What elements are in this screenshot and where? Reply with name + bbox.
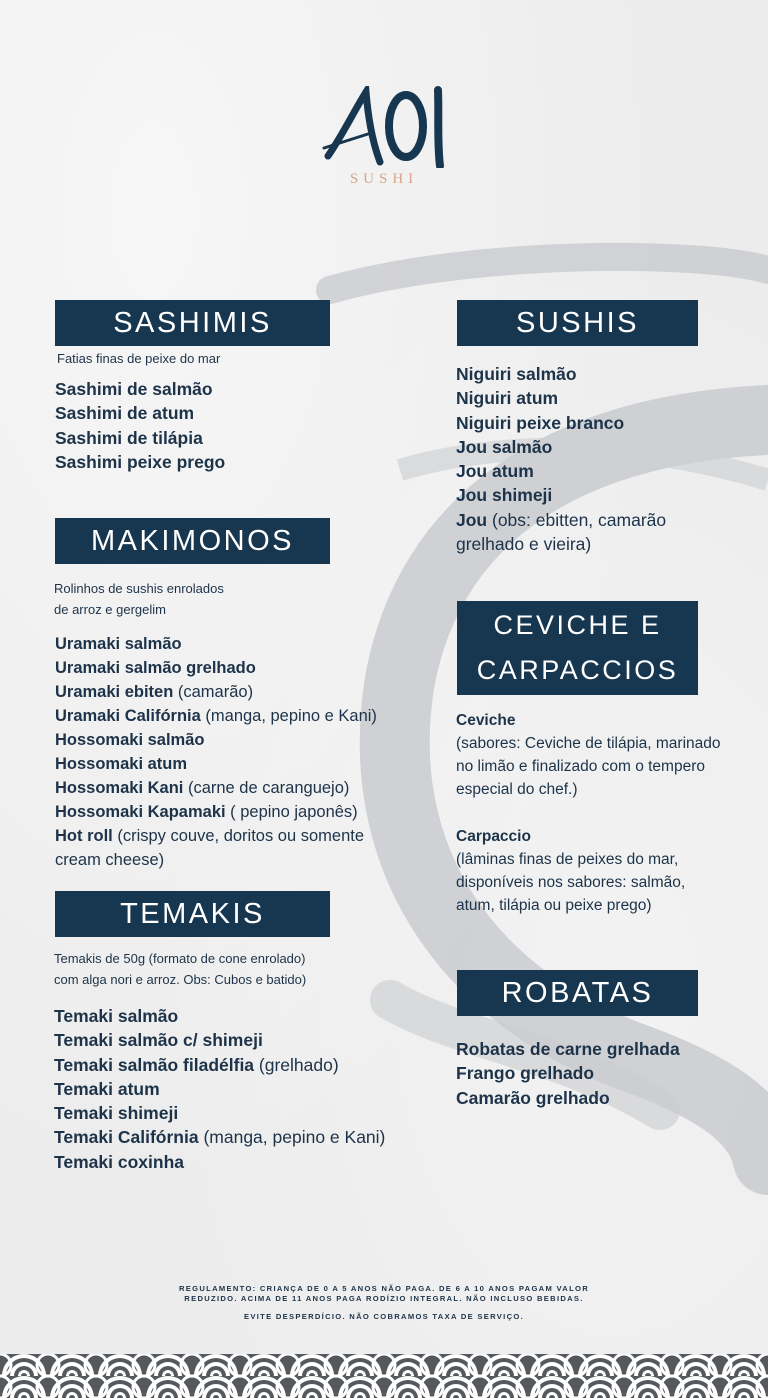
makimonos-title: MAKIMONOS bbox=[91, 524, 294, 557]
menu-item: Niguiri salmão bbox=[456, 364, 577, 384]
ceviche-title-line1: CEVICHE E bbox=[493, 610, 662, 640]
menu-item: Temaki shimeji bbox=[54, 1103, 179, 1124]
menu-item: Temaki coxinha bbox=[54, 1151, 185, 1172]
menu-item: Jou atum bbox=[456, 461, 534, 482]
robatas-header bbox=[457, 970, 698, 1016]
sushis-header bbox=[457, 300, 698, 346]
menu-item: Sashimi de salmão bbox=[55, 379, 213, 399]
makimonos-list bbox=[55, 632, 395, 872]
menu-item: Jou salmão bbox=[456, 436, 553, 457]
menu-item: Uramaki salmão bbox=[55, 635, 182, 653]
menu-item: Temaki salmão bbox=[54, 1006, 179, 1026]
menu-item: Hossomaki Kapamaki ( pepino japonês) bbox=[55, 803, 358, 821]
ceviche-description: (sabores: Ceviche de tilápia, marinado no limão e finalizado com o tempero especial do chef.) bbox=[456, 735, 721, 798]
seigaiha-wave-pattern bbox=[0, 1354, 768, 1398]
menu-item: Temaki atum bbox=[54, 1078, 160, 1099]
menu-item: Temaki Califórnia (manga, pepino e Kani) bbox=[54, 1127, 386, 1148]
sashimis-description: Fatias finas de peixe do mar bbox=[57, 351, 221, 366]
menu-item: Hossomaki atum bbox=[55, 755, 188, 773]
menu-item: Temaki salmão filadélfia (grelhado) bbox=[54, 1054, 339, 1075]
menu-item: Jou shimeji bbox=[456, 485, 553, 506]
menu-item: Sashimi peixe prego bbox=[55, 451, 226, 472]
sashimis-title: SASHIMIS bbox=[113, 306, 272, 339]
carpaccio-block bbox=[456, 825, 726, 917]
menu-item: Hossomaki Kani (carne de caranguejo) bbox=[55, 779, 350, 797]
sushis-list bbox=[456, 362, 741, 556]
menu-item: Uramaki Califórnia (manga, pepino e Kani) bbox=[55, 707, 377, 725]
menu-item: Uramaki salmão grelhado bbox=[55, 659, 256, 677]
temakis-list bbox=[54, 1004, 385, 1174]
menu-item: Uramaki ebiten (camarão) bbox=[55, 683, 254, 701]
menu-item: Robatas de carne grelhada bbox=[456, 1039, 680, 1059]
menu-item: Sashimi de atum bbox=[55, 403, 195, 424]
menu-item: Hot roll (crispy couve, doritos ou somente cream cheese) bbox=[55, 827, 365, 869]
ceviche-title-line2: CARPACCIOS bbox=[476, 655, 679, 685]
carpaccio-description: (lâminas finas de peixes do mar, disponíveis nos sabores: salmão, atum, tilápia ou peixe prego) bbox=[456, 851, 686, 914]
menu-item: Sashimi de tilápia bbox=[55, 427, 203, 448]
menu-item: Niguiri peixe branco bbox=[456, 412, 625, 433]
regulation-text: REGULAMENTO: CRIANÇA DE 0 A 5 ANOS NÃO PAGA. DE 6 A 10 ANOS PAGAM VALOR REDUZIDO. ACIMA DE 11 ANOS PAGA RODÍZIO INTEGRAL. NÃO INCLUSO BEBIDAS. bbox=[179, 1284, 589, 1303]
sashimis-header bbox=[55, 300, 330, 346]
menu-item: Temaki salmão c/ shimeji bbox=[54, 1030, 263, 1051]
menu-item: Niguiri atum bbox=[456, 388, 559, 409]
aoi-logo bbox=[322, 86, 448, 168]
sashimis-list bbox=[55, 377, 225, 474]
service-notice: EVITE DESPERDÍCIO. NÃO COBRAMOS TAXA DE SERVIÇO. bbox=[244, 1312, 524, 1321]
ceviche-name: Ceviche bbox=[456, 712, 516, 729]
menu-item: Hossomaki salmão bbox=[55, 731, 205, 749]
makimonos-description: Rolinhos de sushis enrolados de arroz e gergelim bbox=[54, 581, 224, 617]
makimonos-header bbox=[55, 518, 330, 564]
carpaccio-name: Carpaccio bbox=[456, 828, 531, 845]
ceviche-block bbox=[456, 709, 726, 801]
sushis-title: SUSHIS bbox=[516, 306, 639, 339]
menu-item: Jou (obs: ebitten, camarão grelhado e vieira) bbox=[456, 509, 667, 555]
temakis-header bbox=[55, 891, 330, 937]
ceviche-header bbox=[457, 601, 698, 695]
temakis-description: Temakis de 50g (formato de cone enrolado) com alga nori e arroz. Obs: Cubos e batido) bbox=[54, 951, 307, 987]
menu-item: Frango grelhado bbox=[456, 1063, 595, 1084]
robatas-title: ROBATAS bbox=[501, 976, 654, 1009]
temakis-title: TEMAKIS bbox=[120, 897, 265, 930]
logo-subtitle: SUSHI bbox=[349, 171, 419, 187]
robatas-list bbox=[456, 1037, 680, 1110]
menu-item: Camarão grelhado bbox=[456, 1087, 610, 1108]
